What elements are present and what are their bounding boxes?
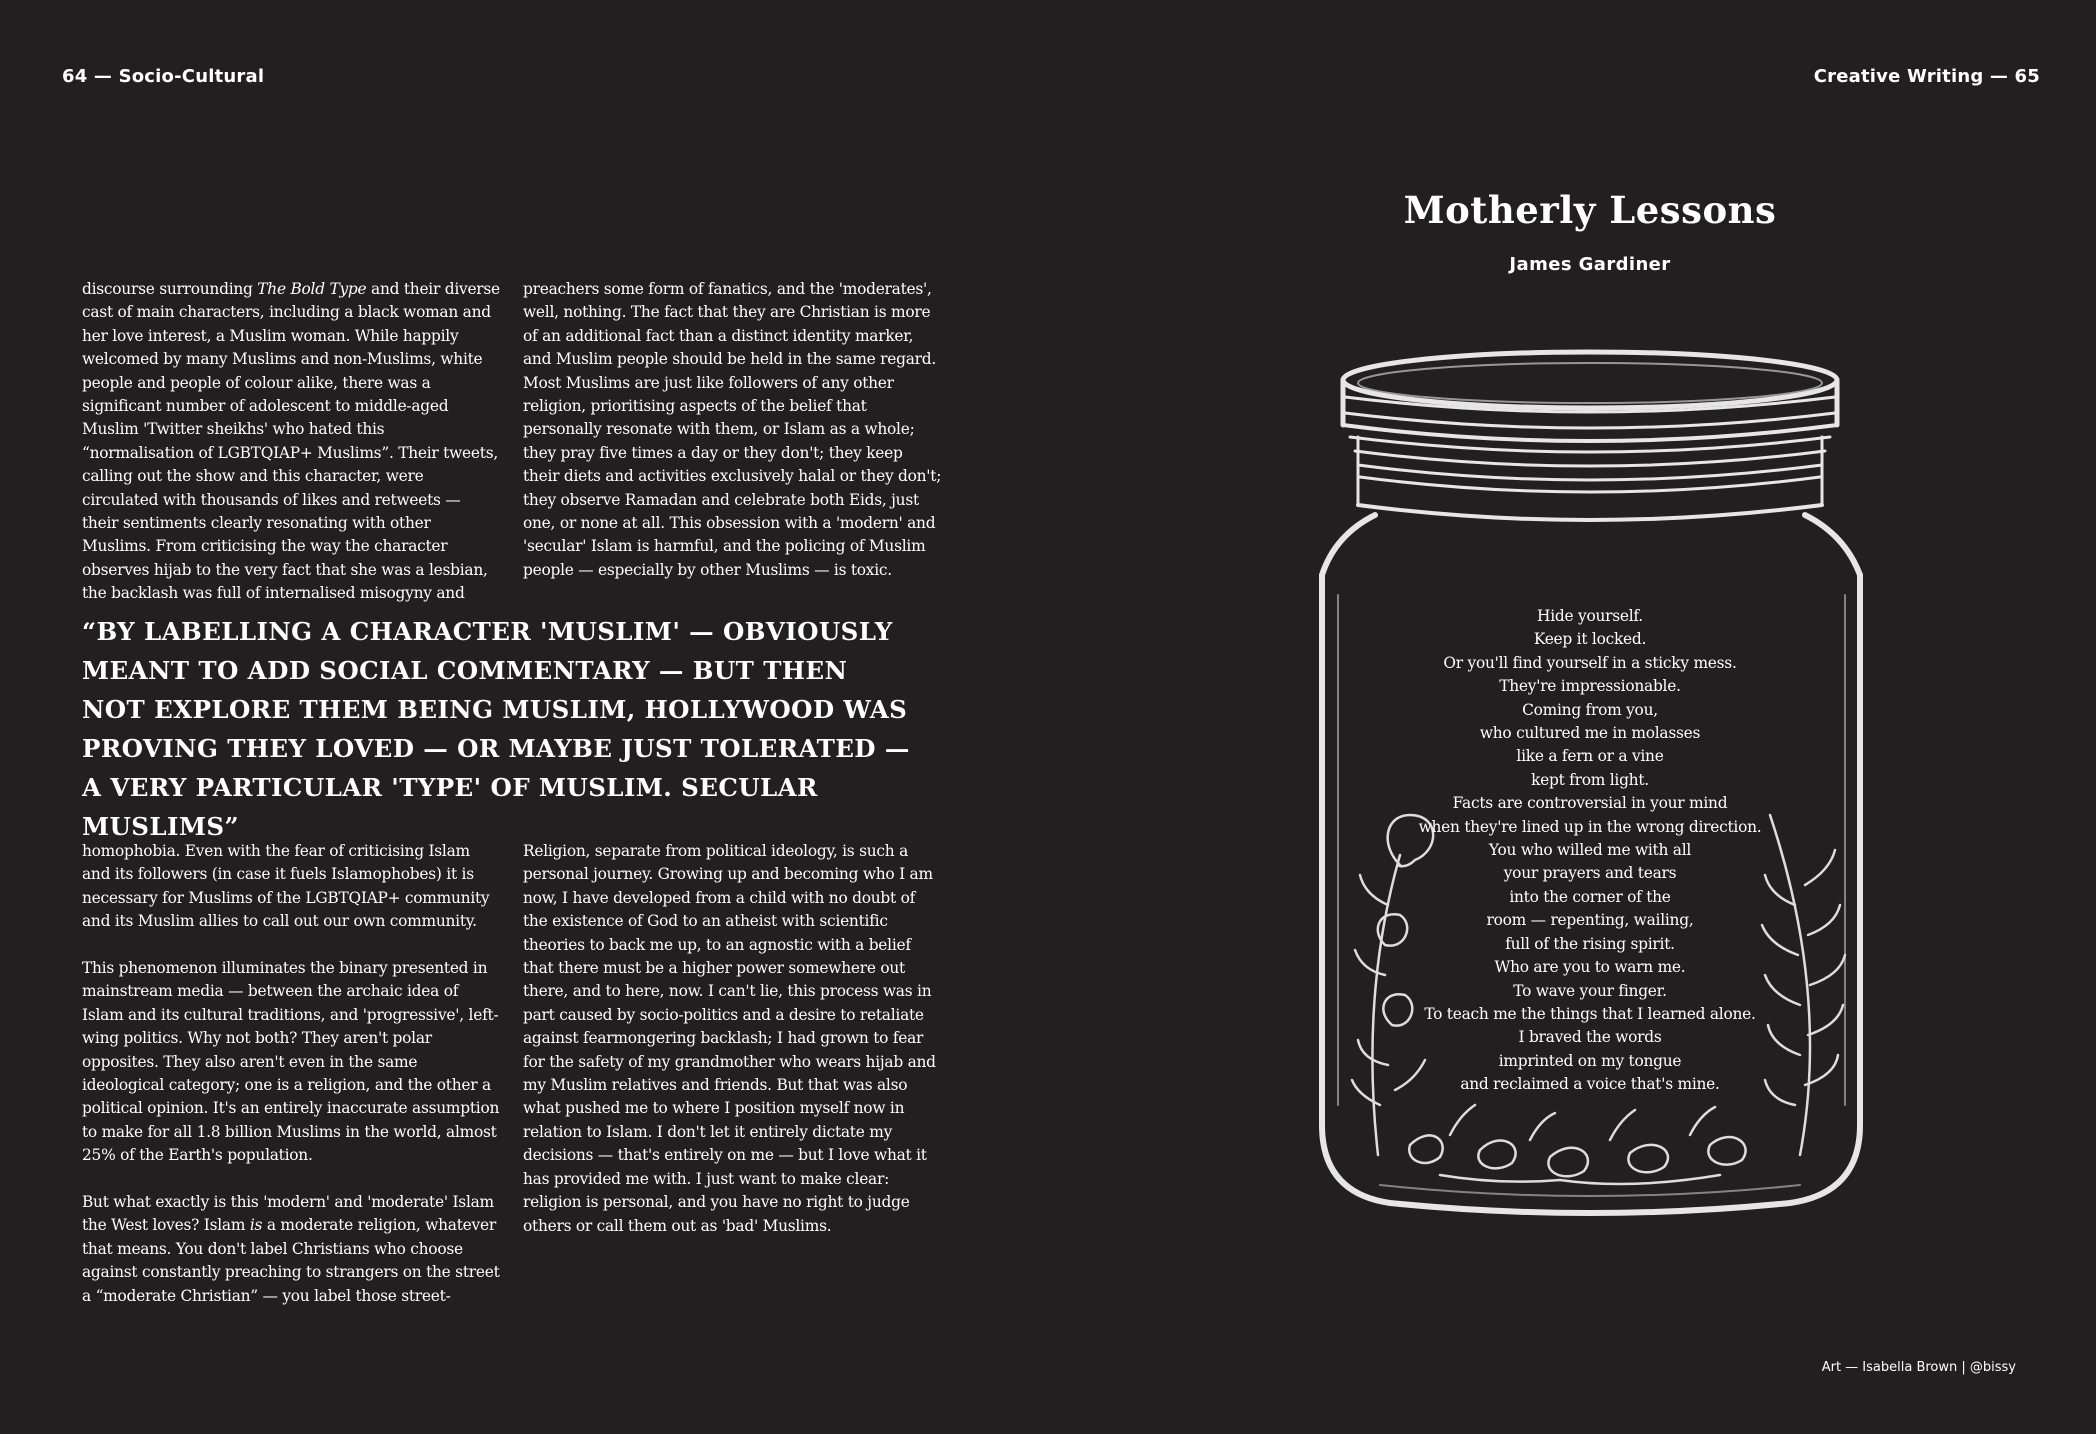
poem-title: Motherly Lessons	[1403, 188, 1777, 232]
poem-line: I braved the words	[1518, 1028, 1662, 1047]
poem-line: Hide yourself.	[1537, 607, 1643, 625]
poem-author: James Gardiner	[1509, 254, 1671, 275]
poem-line: To teach me the things that I learned alone.	[1424, 1004, 1756, 1023]
poem-line: like a fern or a vine	[1516, 747, 1664, 766]
article-paragraph: homophobia. Even with the fear of criticising Islam and its followers (in case it fuels Islamophobes) it is necessary for Muslims of the LGBTQIAP+ community and its Muslim allies to call out our own community.	[82, 842, 490, 931]
poem-line: Or you'll find yourself in a sticky mess.	[1443, 653, 1737, 672]
article-paragraph: But what exactly is this 'modern' and 'moderate' Islam the West loves? Islam is a moderate religion, whatever that means. You don't label Christians who choose against constantly preaching to strangers on the street a “moderate Christian” — you label those street-	[82, 1193, 500, 1305]
poem-line: into the corner of the	[1509, 887, 1671, 906]
poem-line: imprinted on my tongue	[1498, 1051, 1682, 1070]
pull-quote: “BY LABELLING A CHARACTER 'MUSLIM' — OBVIOUSLY MEANT TO ADD SOCIAL COMMENTARY — BUT THEN NOT EXPLORE THEM BEING MUSLIM, HOLLYWOOD WAS PROVING THEY LOVED — OR MAYBE JUST TOLERATED — A VERY PARTICULAR 'TYPE' OF MUSLIM. SECULAR MUSLIMS”	[82, 617, 910, 841]
page-folio-right: Creative Writing — 65	[1813, 66, 2040, 87]
poem-line: Keep it locked.	[1533, 630, 1647, 649]
poem-line: kept from light.	[1531, 770, 1649, 789]
poem-line: They're impressionable.	[1499, 677, 1681, 696]
poem-line: You who willed me with all	[1488, 841, 1692, 860]
poem-line: Coming from you,	[1522, 700, 1658, 719]
poem-line: your prayers and tears	[1503, 864, 1677, 883]
poem-line: To wave your finger.	[1513, 981, 1667, 1000]
poem-line: who cultured me in molasses	[1479, 724, 1701, 743]
poem-line: room — repenting, wailing,	[1486, 911, 1694, 930]
poem-line: Who are you to warn me.	[1494, 958, 1686, 977]
poem-line: full of the rising spirit.	[1505, 934, 1675, 953]
poem-line: and reclaimed a voice that's mine.	[1460, 1075, 1720, 1094]
page-folio-left: 64 — Socio-Cultural	[62, 66, 265, 87]
show-title: The Bold Type	[257, 280, 367, 298]
article-column-2-top	[523, 278, 943, 582]
article-column-1-top	[82, 278, 500, 606]
article-paragraph: discourse surrounding The Bold Type and their diverse cast of main characters, including a black woman and her love interest, a Muslim woman. While happily welcomed by many Muslims and non-Muslims, white people and people of colour alike, there was a significant number of adolescent to middle-aged Muslim 'Twitter sheikhs' who hated this “normalisation of LGBTQIAP+ Muslims”. Their tweets, calling out the show and this character, were circulated with thousands of likes and retweets — their sentiments clearly resonating with other Muslims. From criticising the way the character observes hijab to the very fact that she was a lesbian, the backlash was full of internalised misogyny and	[82, 280, 500, 603]
article-paragraph: This phenomenon illuminates the binary presented in mainstream media — between the archaic idea of Islam and its cultural traditions, and 'progressive', left-wing politics. Why not both? They aren't polar opposites. They also aren't even in the same ideological category; one is a religion, and the other a political opinion. It's an entirely inaccurate assumption to make for all 1.8 billion Muslims in the world, almost 25% of the Earth's population.	[82, 959, 500, 1165]
article-paragraph: Religion, separate from political ideology, is such a personal journey. Growing up and becoming who I am now, I have developed from a child with no doubt of the existence of God to an atheist with scientific theories to back me up, to an agnostic with a belief that there must be a higher power somewhere out there, and to here, now. I can't lie, this process was in part caused by socio-politics and a desire to retaliate against fearmongering backlash; I had grown to fear for the safety of my grandmother who wears hijab and my Muslim relatives and friends. But that was also what pushed me to where I position myself now in relation to Islam. I don't let it entirely dictate my decisions — that's entirely on me — but I love what it has provided me with. I just want to make clear: religion is personal, and you have no right to judge others or call them out as 'bad' Muslims.	[523, 842, 936, 1235]
poem-text	[1380, 605, 1800, 1097]
poem-line: when they're lined up in the wrong direction.	[1418, 817, 1762, 836]
poem-line: Facts are controversial in your mind	[1452, 794, 1728, 813]
article-column-2-bottom	[523, 840, 943, 1238]
art-credit: Art — Isabella Brown | @bissy	[1821, 1360, 2016, 1375]
article-paragraph: preachers some form of fanatics, and the 'moderates', well, nothing. The fact that they are Christian is more of an additional fact than a distinct identity marker, and Muslim people should be held in the same regard. Most Muslims are just like followers of any other religion, prioritising aspects of the belief that personally resonate with them, or Islam as a whole; they pray five times a day or they don't; they keep their diets and activities exclusively halal or they don't; they observe Ramadan and celebrate both Eids, just one, or none at all. This obsession with a 'modern' and 'secular' Islam is harmful, and the policing of Muslim people — especially by other Muslims — is toxic.	[523, 280, 942, 579]
article-column-1-bottom	[82, 840, 500, 1308]
